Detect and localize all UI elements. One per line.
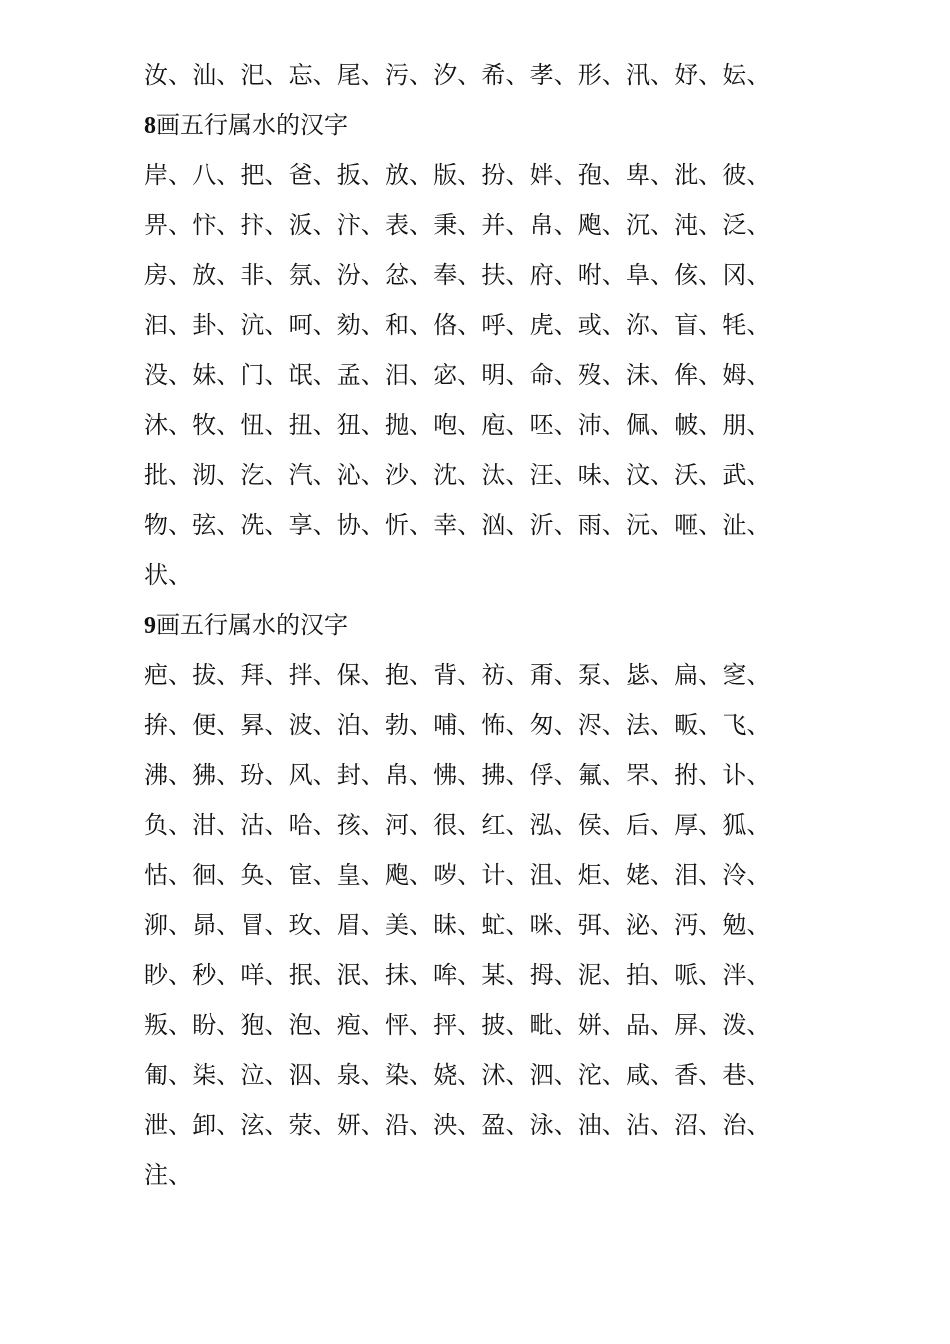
- text-line: 疤、拔、拜、拌、保、抱、背、祊、甭、泵、毖、扁、窆、: [144, 661, 771, 689]
- text-line: 物、弦、冼、享、协、忻、幸、汹、沂、雨、沅、咂、沚、: [144, 511, 771, 539]
- text-line: 批、沏、汔、汽、沁、沙、沈、汰、汪、味、汶、沃、武、: [144, 461, 771, 489]
- text-line: 怙、徊、奂、宦、皇、飑、哕、计、沮、炬、姥、泪、泠、: [144, 861, 771, 889]
- text-line: 叛、盼、狍、泡、疱、怦、抨、披、毗、姘、品、屏、泼、: [144, 1011, 771, 1039]
- text-line: 注、: [144, 1161, 193, 1189]
- text-line: 岸、八、把、爸、扳、放、版、扮、姅、孢、卑、沘、彼、: [144, 161, 771, 189]
- text-line: 汩、卦、沆、呵、劾、和、佫、呼、虎、或、沵、盲、牦、: [144, 311, 771, 339]
- text-line: 房、放、非、氛、汾、忿、奉、扶、府、咐、阜、侅、冈、: [144, 261, 771, 289]
- section-heading: [144, 600, 824, 650]
- section-heading: [144, 100, 824, 150]
- heading-text: 画五行属水的汉字: [156, 611, 348, 639]
- heading-number: 8: [144, 113, 156, 139]
- text-line: 状、: [144, 561, 193, 589]
- heading-text: 画五行属水的汉字: [156, 111, 348, 139]
- text-line: 沐、牧、忸、扭、狃、抛、咆、庖、呸、沛、佩、帔、朋、: [144, 411, 771, 439]
- text-line: 汝、汕、汜、忘、尾、污、汐、希、孝、形、汛、妤、妘、: [144, 61, 771, 89]
- text-line: 沸、狒、玢、风、封、帛、怫、拂、俘、氟、罘、拊、讣、: [144, 761, 771, 789]
- text-line: 畀、忭、抃、汳、汴、表、秉、并、帛、飑、沉、沌、泛、: [144, 211, 771, 239]
- text-line: 泖、昴、冒、玫、眉、美、昧、虻、咪、弭、泌、沔、勉、: [144, 911, 771, 939]
- document-page: [144, 50, 824, 1200]
- text-line: 泄、卸、泫、荥、妍、沿、泱、盈、泳、油、沾、沼、治、: [144, 1111, 771, 1139]
- text-line: 负、泔、沽、哈、孩、河、很、红、泓、侯、后、厚、狐、: [144, 811, 771, 839]
- text-line: 没、妹、门、氓、孟、汨、宓、明、命、歿、沫、侔、姆、: [144, 361, 771, 389]
- heading-number: 9: [144, 613, 156, 639]
- text-line: 眇、秒、咩、抿、泯、抹、哞、某、拇、泥、拍、哌、泮、: [144, 961, 771, 989]
- text-line: 匍、柒、泣、泅、泉、染、娆、沭、泗、沱、咸、香、巷、: [144, 1061, 771, 1089]
- text-line: 拚、便、昪、波、泊、勃、哺、怖、匆、浕、法、畈、飞、: [144, 711, 771, 739]
